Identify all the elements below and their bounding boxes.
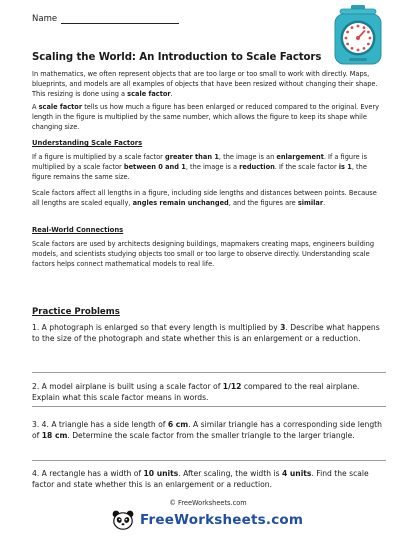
name-field	[32, 14, 179, 24]
question-3: 3. 4. A triangle has a side length of 6 cm. A similar triangle has a corresponding side length of 18 cm. Determine the scale factor from the smaller triangle to the larger triangle.	[32, 420, 382, 440]
realworld-paragraph: Scale factors are used by architects designing buildings, mapmakers creating maps, engineers building models, and scientists studying objects too small or too large to observe directly. Understanding scale factors helps connect mathematical models to real life.	[32, 240, 375, 268]
practice-heading: Practice Problems	[32, 307, 120, 317]
intro-paragraph-1: In mathematics, we often represent objects that are too large or too small to work with directly. Maps, blueprints, and models are all examples of objects that have been resized without changing their shape. This resizing is done using a scale factor.	[32, 70, 378, 98]
question-2: 2. A model airplane is built using a scale factor of 1/12 compared to the real airplane. Explain what this scale factor means in words.	[32, 382, 360, 402]
name-blank-line[interactable]	[61, 14, 179, 24]
footer-copyright: © FreeWorksheets.com	[169, 499, 247, 507]
understanding-heading: Understanding Scale Factors	[32, 139, 143, 147]
understanding-paragraph-1: If a figure is multiplied by a scale factor greater than 1, the image is an enlargement. If a figure is multiplied by a scale factor between 0 and 1, the image is a reduction. If the scale factor is 1, the figure remains the same size.	[32, 153, 368, 181]
kitchen-scale-icon	[325, 2, 391, 68]
worksheet-title: Scaling the World: An Introduction to Scale Factors	[32, 52, 322, 63]
answer-divider	[32, 460, 386, 461]
intro-paragraph-2: A scale factor tells us how much a figure has been enlarged or reduced compared to the original. Every length in the figure is multiplied by the same number, which allows the figure to keep its shape while changing size.	[32, 103, 380, 131]
question-1: 1. A photograph is enlarged so that every length is multiplied by 3. Describe what happens to the size of the photograph and state whether this is an enlargement or a reduction.	[32, 323, 380, 343]
answer-divider	[32, 406, 386, 407]
realworld-heading: Real-World Connections	[32, 226, 124, 234]
name-label: Name	[32, 14, 58, 24]
brand-name[interactable]: FreeWorksheets.com	[140, 512, 304, 528]
panda-logo-icon	[112, 510, 134, 530]
question-4: 4. A rectangle has a width of 10 units. After scaling, the width is 4 units. Find the scale factor and state whether this is an enlargement or a reduction.	[32, 469, 369, 489]
understanding-paragraph-2: Scale factors affect all lengths in a figure, including side lengths and distances between points. Because all lengths are scaled equally, angles remain unchanged, and the figures are similar.	[32, 189, 377, 207]
footer-brand	[112, 510, 303, 530]
answer-divider	[32, 372, 386, 373]
